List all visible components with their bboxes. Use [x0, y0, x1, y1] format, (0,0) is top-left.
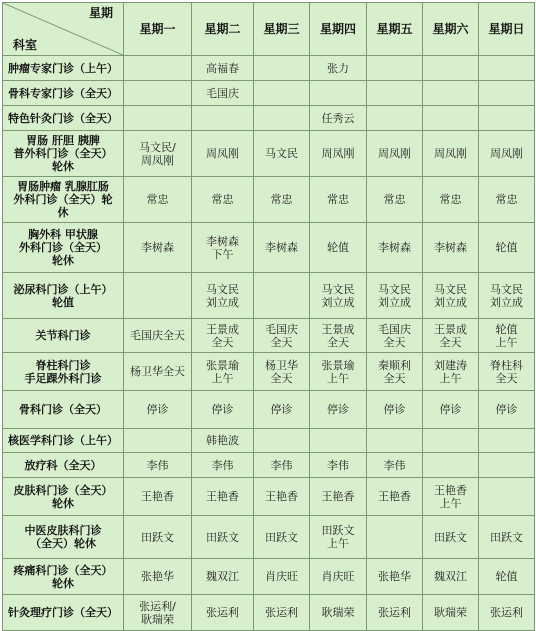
schedule-row — [3, 353, 535, 391]
schedule-cell-tue: 王景成 全天 — [192, 319, 254, 353]
schedule-cell-tue: 魏双江 — [192, 559, 254, 595]
schedule-cell-sat: 耿瑞荣 — [423, 595, 479, 631]
schedule-cell-sat — [423, 56, 479, 81]
schedule-cell-wed — [254, 429, 310, 453]
schedule-cell-thu: 张力 — [310, 56, 367, 81]
schedule-cell-sun — [479, 81, 535, 106]
schedule-cell-tue: 高福春 — [192, 56, 254, 81]
schedule-cell-mon — [124, 273, 192, 319]
department-cell: 胃肠肿瘤 乳腺肛肠 外科门诊（全天）轮 休 — [3, 177, 124, 223]
schedule-cell-mon: 王艳香 — [124, 478, 192, 516]
schedule-cell-fri: 停诊 — [367, 391, 423, 429]
schedule-cell-tue: 马文民 刘立成 — [192, 273, 254, 319]
schedule-cell-wed: 停诊 — [254, 391, 310, 429]
schedule-row — [3, 223, 535, 273]
schedule-cell-fri: 秦顺利 全天 — [367, 353, 423, 391]
schedule-row — [3, 516, 535, 559]
schedule-row — [3, 559, 535, 595]
schedule-cell-sun: 常忠 — [479, 177, 535, 223]
department-cell: 胃肠 肝胆 胰脾 普外科门诊（全天） 轮休 — [3, 131, 124, 177]
department-cell: 皮肤科门诊（全天） 轮休 — [3, 478, 124, 516]
schedule-cell-thu: 张景瑜 上午 — [310, 353, 367, 391]
schedule-cell-tue: 常忠 — [192, 177, 254, 223]
schedule-cell-mon — [124, 81, 192, 106]
schedule-cell-sun: 周凤刚 — [479, 131, 535, 177]
schedule-cell-wed — [254, 273, 310, 319]
schedule-cell-thu: 周凤刚 — [310, 131, 367, 177]
department-cell: 放疗科（全天） — [3, 453, 124, 478]
schedule-cell-tue: 停诊 — [192, 391, 254, 429]
schedule-cell-sat: 王艳香 上午 — [423, 478, 479, 516]
department-cell: 关节科门诊 — [3, 319, 124, 353]
schedule-cell-sat — [423, 453, 479, 478]
day-header-fri: 星期五 — [367, 3, 423, 56]
schedule-cell-thu: 停诊 — [310, 391, 367, 429]
department-cell: 核医学科门诊（上午） — [3, 429, 124, 453]
schedule-cell-wed — [254, 81, 310, 106]
department-cell: 疼痛科门诊（全天） 轮休 — [3, 559, 124, 595]
schedule-cell-tue: 田跃文 — [192, 516, 254, 559]
day-header-sat: 星期六 — [423, 3, 479, 56]
schedule-row — [3, 81, 535, 106]
schedule-row — [3, 106, 535, 131]
department-cell: 肿瘤专家门诊（上午） — [3, 56, 124, 81]
schedule-cell-sat — [423, 429, 479, 453]
schedule-cell-sun: 张运利 — [479, 595, 535, 631]
schedule-cell-fri — [367, 429, 423, 453]
schedule-cell-tue: 周凤刚 — [192, 131, 254, 177]
schedule-cell-wed — [254, 56, 310, 81]
day-header-tue: 星期二 — [192, 3, 254, 56]
schedule-cell-sun: 轮值 — [479, 223, 535, 273]
department-cell: 特色针灸门诊（全天） — [3, 106, 124, 131]
schedule-cell-fri — [367, 106, 423, 131]
schedule-row — [3, 273, 535, 319]
schedule-cell-mon: 李伟 — [124, 453, 192, 478]
schedule-cell-sat — [423, 106, 479, 131]
schedule-cell-fri: 周凤刚 — [367, 131, 423, 177]
schedule-cell-wed: 肖庆旺 — [254, 559, 310, 595]
schedule-cell-mon: 常忠 — [124, 177, 192, 223]
schedule-cell-mon: 张艳华 — [124, 559, 192, 595]
schedule-cell-sun: 田跃文 — [479, 516, 535, 559]
day-header-wed: 星期三 — [254, 3, 310, 56]
schedule-cell-wed: 田跃文 — [254, 516, 310, 559]
schedule-cell-fri: 王艳香 — [367, 478, 423, 516]
schedule-cell-mon — [124, 429, 192, 453]
schedule-cell-tue: 王艳香 — [192, 478, 254, 516]
schedule-cell-fri — [367, 516, 423, 559]
schedule-cell-thu: 任秀云 — [310, 106, 367, 131]
schedule-cell-sun — [479, 478, 535, 516]
schedule-cell-wed: 杨卫华 全天 — [254, 353, 310, 391]
schedule-cell-fri: 李树森 — [367, 223, 423, 273]
schedule-cell-mon — [124, 56, 192, 81]
schedule-row — [3, 391, 535, 429]
schedule-cell-wed: 李树森 — [254, 223, 310, 273]
schedule-cell-sat: 刘建涛 上午 — [423, 353, 479, 391]
schedule-cell-sun — [479, 429, 535, 453]
schedule-cell-mon: 杨卫华全天 — [124, 353, 192, 391]
schedule-row — [3, 478, 535, 516]
schedule-cell-thu: 耿瑞荣 — [310, 595, 367, 631]
department-cell: 骨科门诊（全天） — [3, 391, 124, 429]
schedule-cell-sun: 停诊 — [479, 391, 535, 429]
schedule-cell-thu: 肖庆旺 — [310, 559, 367, 595]
schedule-cell-wed: 李伟 — [254, 453, 310, 478]
schedule-cell-sat: 常忠 — [423, 177, 479, 223]
schedule-cell-tue: 李树森 下午 — [192, 223, 254, 273]
schedule-cell-thu: 轮值 — [310, 223, 367, 273]
department-cell: 骨科专家门诊（全天） — [3, 81, 124, 106]
schedule-cell-fri: 常忠 — [367, 177, 423, 223]
department-cell: 泌尿科门诊（上午） 轮值 — [3, 273, 124, 319]
schedule-cell-mon — [124, 106, 192, 131]
department-cell: 针灸理疗门诊（全天） — [3, 595, 124, 631]
schedule-cell-thu: 常忠 — [310, 177, 367, 223]
schedule-cell-fri: 毛国庆 全天 — [367, 319, 423, 353]
schedule-cell-sun — [479, 453, 535, 478]
schedule-cell-tue — [192, 106, 254, 131]
schedule-cell-sun: 脊柱科 全天 — [479, 353, 535, 391]
schedule-row — [3, 56, 535, 81]
schedule-cell-sun — [479, 106, 535, 131]
schedule-cell-fri — [367, 56, 423, 81]
day-header-mon: 星期一 — [124, 3, 192, 56]
schedule-row — [3, 177, 535, 223]
schedule-cell-sun: 轮值 上午 — [479, 319, 535, 353]
schedule-cell-wed — [254, 106, 310, 131]
schedule-cell-tue: 韩艳波 — [192, 429, 254, 453]
schedule-row — [3, 319, 535, 353]
schedule-cell-thu — [310, 81, 367, 106]
schedule-cell-wed: 马文民 — [254, 131, 310, 177]
schedule-cell-wed: 张运利 — [254, 595, 310, 631]
schedule-cell-tue: 张景瑜 上午 — [192, 353, 254, 391]
schedule-cell-sun — [479, 56, 535, 81]
schedule-cell-tue: 李伟 — [192, 453, 254, 478]
corner-weekday-label: 星期 — [88, 6, 113, 20]
schedule-cell-wed: 王艳香 — [254, 478, 310, 516]
schedule-cell-mon: 毛国庆全天 — [124, 319, 192, 353]
schedule-cell-sat: 王景成 全天 — [423, 319, 479, 353]
schedule-cell-wed: 毛国庆 全天 — [254, 319, 310, 353]
schedule-cell-mon: 李树森 — [124, 223, 192, 273]
schedule-cell-mon: 张运利/ 耿瑞荣 — [124, 595, 192, 631]
schedule-cell-fri: 张艳华 — [367, 559, 423, 595]
schedule-cell-sat — [423, 81, 479, 106]
schedule-cell-sat: 李树森 — [423, 223, 479, 273]
schedule-cell-fri: 张运利 — [367, 595, 423, 631]
schedule-cell-tue: 毛国庆 — [192, 81, 254, 106]
schedule-cell-thu: 王景成 全天 — [310, 319, 367, 353]
schedule-table — [2, 2, 535, 631]
schedule-row — [3, 453, 535, 478]
schedule-cell-thu: 李伟 — [310, 453, 367, 478]
day-header-thu: 星期四 — [310, 3, 367, 56]
schedule-cell-mon: 停诊 — [124, 391, 192, 429]
schedule-cell-fri — [367, 81, 423, 106]
schedule-cell-sun: 马文民 刘立成 — [479, 273, 535, 319]
schedule-cell-sat: 停诊 — [423, 391, 479, 429]
header-row — [3, 3, 535, 56]
corner-header-cell — [3, 3, 124, 56]
schedule-cell-sat: 田跃文 — [423, 516, 479, 559]
schedule-cell-mon: 马文民/ 周凤刚 — [124, 131, 192, 177]
schedule-row — [3, 131, 535, 177]
schedule-cell-sat: 马文民 刘立成 — [423, 273, 479, 319]
schedule-cell-sun: 轮值 — [479, 559, 535, 595]
schedule-cell-sat: 魏双江 — [423, 559, 479, 595]
schedule-cell-fri: 李伟 — [367, 453, 423, 478]
schedule-cell-mon: 田跃文 — [124, 516, 192, 559]
day-header-sun: 星期日 — [479, 3, 535, 56]
schedule-cell-thu: 王艳香 — [310, 478, 367, 516]
schedule-cell-sat: 周凤刚 — [423, 131, 479, 177]
schedule-cell-tue: 张运利 — [192, 595, 254, 631]
schedule-row — [3, 429, 535, 453]
schedule-cell-thu — [310, 429, 367, 453]
department-cell: 胸外科 甲状腺 外科门诊（全天） 轮休 — [3, 223, 124, 273]
schedule-cell-wed: 常忠 — [254, 177, 310, 223]
schedule-cell-thu: 田跃文 上午 — [310, 516, 367, 559]
department-cell: 中医皮肤科门诊 （全天）轮休 — [3, 516, 124, 559]
schedule-cell-fri: 马文民 刘立成 — [367, 273, 423, 319]
schedule-cell-thu: 马文民 刘立成 — [310, 273, 367, 319]
department-cell: 脊柱科门诊 手足踝外科门诊 — [3, 353, 124, 391]
corner-department-label: 科室 — [13, 38, 38, 52]
